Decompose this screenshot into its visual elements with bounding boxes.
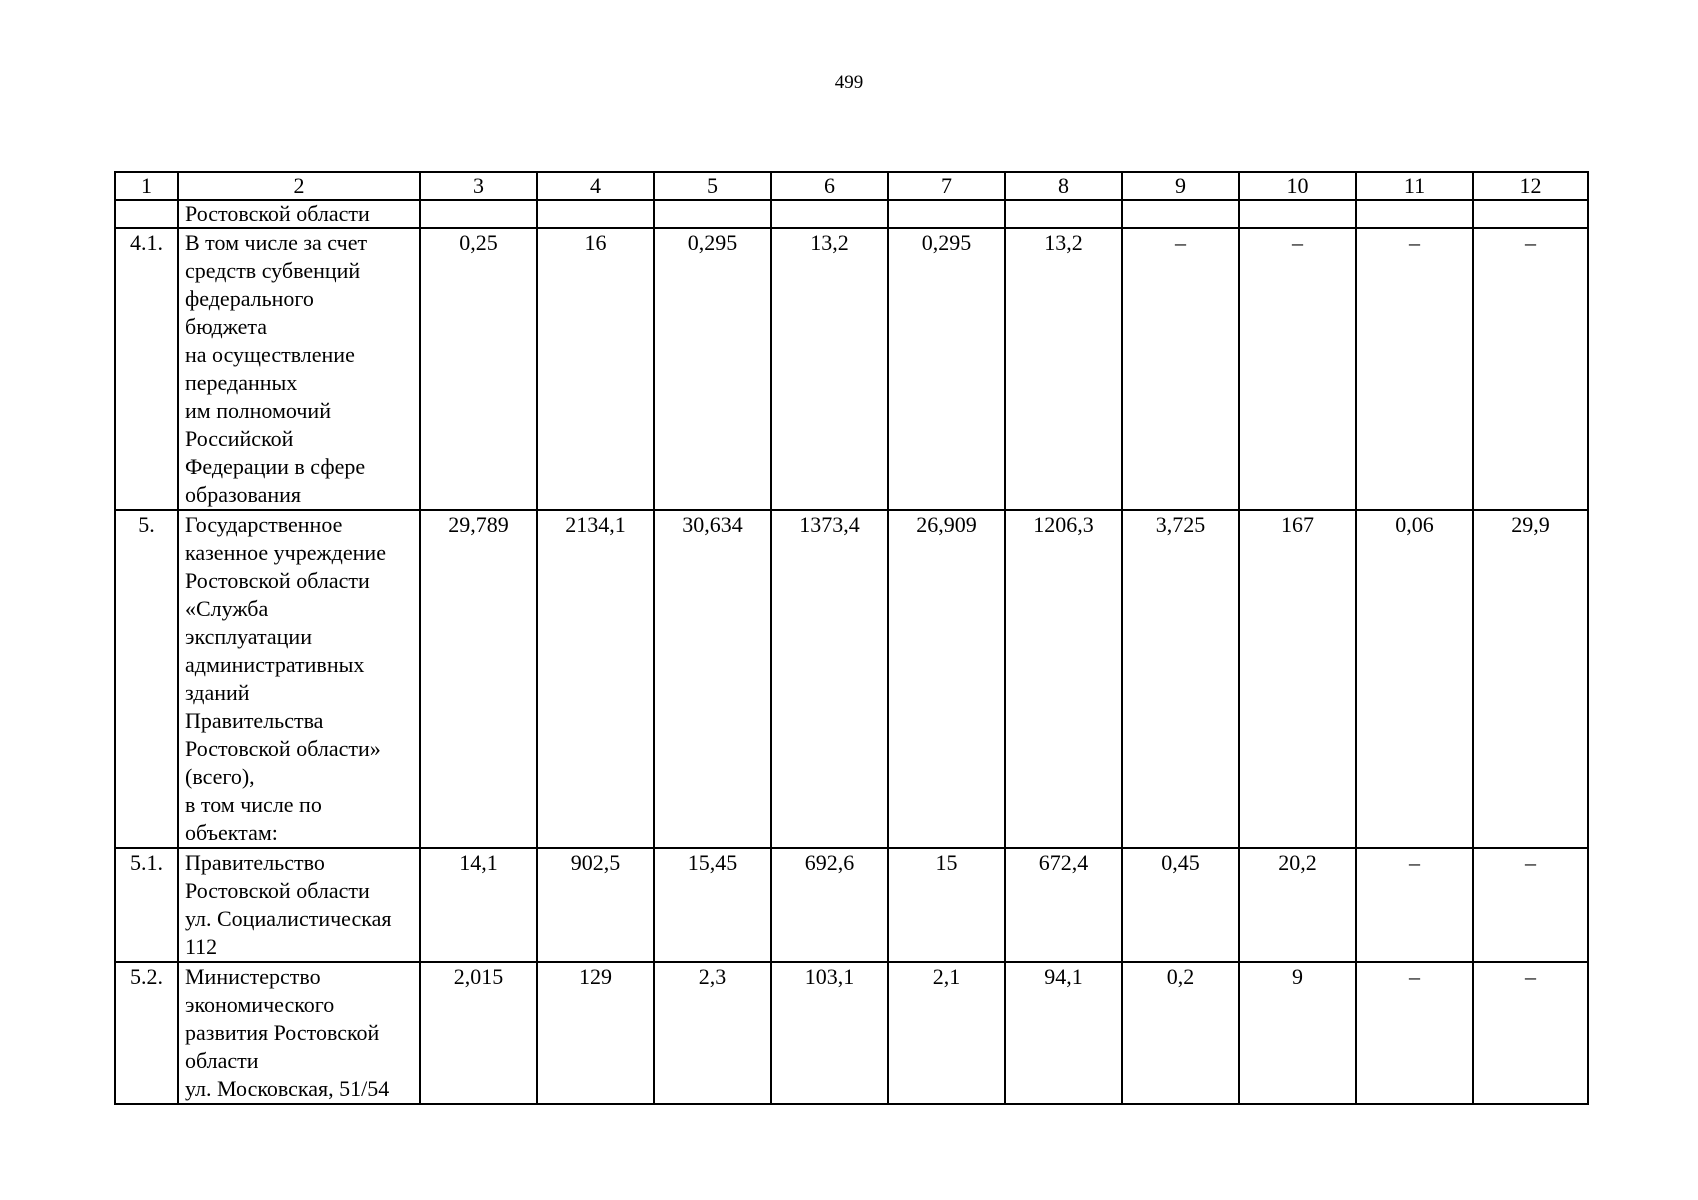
value-cell <box>888 200 1005 228</box>
value-cell: 20,2 <box>1239 848 1356 962</box>
column-number-cell: 1 <box>115 172 178 200</box>
value-cell: 0,295 <box>654 228 771 510</box>
value-cell: – <box>1356 228 1473 510</box>
column-number-cell: 12 <box>1473 172 1588 200</box>
value-cell: – <box>1239 228 1356 510</box>
value-cell: 2134,1 <box>537 510 654 848</box>
column-number-cell: 2 <box>178 172 420 200</box>
value-cell: 167 <box>1239 510 1356 848</box>
value-cell: 14,1 <box>420 848 537 962</box>
table-row <box>115 200 1588 228</box>
value-cell: 0,45 <box>1122 848 1239 962</box>
row-name-cell: Министерство экономического развития Ростовской области ул. Московская, 51/54 <box>178 962 420 1104</box>
row-name-cell: В том числе за счет средств субвенций федерального бюджета на осуществление переданных им полномочий Российской Федерации в сфере образования <box>178 228 420 510</box>
column-number-cell: 11 <box>1356 172 1473 200</box>
value-cell: – <box>1356 848 1473 962</box>
value-cell: 29,9 <box>1473 510 1588 848</box>
row-name-cell: Ростовской области <box>178 200 420 228</box>
value-cell: 1373,4 <box>771 510 888 848</box>
value-cell: 2,015 <box>420 962 537 1104</box>
value-cell: 3,725 <box>1122 510 1239 848</box>
value-cell: 103,1 <box>771 962 888 1104</box>
value-cell: 26,909 <box>888 510 1005 848</box>
value-cell: 2,1 <box>888 962 1005 1104</box>
value-cell: 1206,3 <box>1005 510 1122 848</box>
table-row <box>115 848 1588 962</box>
value-cell: 94,1 <box>1005 962 1122 1104</box>
row-number-cell: 5. <box>115 510 178 848</box>
value-cell <box>1122 200 1239 228</box>
row-number-cell: 4.1. <box>115 228 178 510</box>
value-cell: 13,2 <box>1005 228 1122 510</box>
value-cell: 30,634 <box>654 510 771 848</box>
column-number-cell: 6 <box>771 172 888 200</box>
column-number-cell: 5 <box>654 172 771 200</box>
value-cell <box>771 200 888 228</box>
value-cell: – <box>1356 962 1473 1104</box>
table-row <box>115 228 1588 510</box>
column-number-cell: 10 <box>1239 172 1356 200</box>
value-cell: 9 <box>1239 962 1356 1104</box>
value-cell: – <box>1473 848 1588 962</box>
row-number-cell: 5.1. <box>115 848 178 962</box>
value-cell: 902,5 <box>537 848 654 962</box>
value-cell: – <box>1473 962 1588 1104</box>
page-number: 499 <box>834 72 864 93</box>
column-number-cell: 9 <box>1122 172 1239 200</box>
value-cell <box>1239 200 1356 228</box>
value-cell: 15 <box>888 848 1005 962</box>
value-cell <box>1473 200 1588 228</box>
column-number-row <box>115 172 1588 200</box>
row-number-cell: 5.2. <box>115 962 178 1104</box>
value-cell: 2,3 <box>654 962 771 1104</box>
row-name-cell: Государственное казенное учреждение Ростовской области «Служба эксплуатации административных зданий Правительства Ростовской области» (всего), в том числе по объектам: <box>178 510 420 848</box>
column-number-cell: 3 <box>420 172 537 200</box>
value-cell: 129 <box>537 962 654 1104</box>
value-cell: 16 <box>537 228 654 510</box>
value-cell: 0,06 <box>1356 510 1473 848</box>
value-cell: 0,2 <box>1122 962 1239 1104</box>
column-number-cell: 7 <box>888 172 1005 200</box>
value-cell <box>537 200 654 228</box>
value-cell: 692,6 <box>771 848 888 962</box>
value-cell <box>420 200 537 228</box>
value-cell: – <box>1473 228 1588 510</box>
table-row <box>115 510 1588 848</box>
data-table <box>114 171 1589 1105</box>
column-number-cell: 4 <box>537 172 654 200</box>
row-number-cell <box>115 200 178 228</box>
value-cell: 13,2 <box>771 228 888 510</box>
value-cell <box>654 200 771 228</box>
value-cell: 0,25 <box>420 228 537 510</box>
value-cell <box>1005 200 1122 228</box>
value-cell: – <box>1122 228 1239 510</box>
row-name-cell: Правительство Ростовской области ул. Социалистическая 112 <box>178 848 420 962</box>
value-cell: 672,4 <box>1005 848 1122 962</box>
value-cell: 15,45 <box>654 848 771 962</box>
value-cell: 29,789 <box>420 510 537 848</box>
table-row <box>115 962 1588 1104</box>
value-cell <box>1356 200 1473 228</box>
value-cell: 0,295 <box>888 228 1005 510</box>
column-number-cell: 8 <box>1005 172 1122 200</box>
